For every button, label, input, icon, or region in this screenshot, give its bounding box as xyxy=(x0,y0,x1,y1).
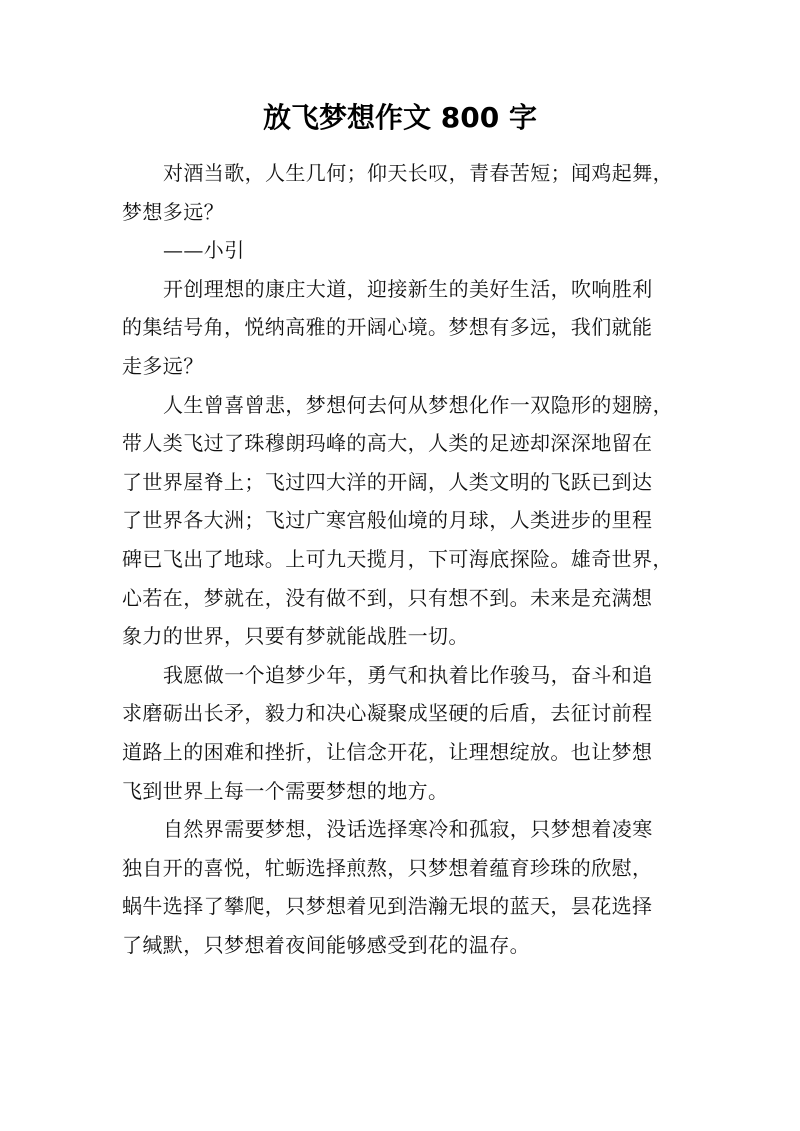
paragraph-line: 蜗牛选择了攀爬，只梦想着见到浩瀚无垠的蓝天，昙花选择 xyxy=(122,894,653,919)
paragraph-line: 对酒当歌，人生几何；仰天长叹，青春苦短；闻鸡起舞， xyxy=(163,161,673,185)
paragraph-4 xyxy=(122,810,682,964)
paragraph-intro xyxy=(122,154,682,231)
paragraph-line: 开创理想的康庄大道，迎接新生的美好生活，吹响胜利 xyxy=(163,276,653,301)
paragraph-attribution xyxy=(122,231,682,270)
paragraph-line: ——小引 xyxy=(163,238,245,263)
paragraph-line: 碑已飞出了地球。上可九天揽月，下可海底探险。雄奇世界， xyxy=(122,546,673,571)
paragraph-line: 人生曾喜曾悲，梦想何去何从梦想化作一双隐形的翅膀， xyxy=(163,392,673,417)
paragraph-line: 了世界屋脊上；飞过四大洋的开阔，人类文明的飞跃已到达 xyxy=(122,469,653,494)
paragraph-line: 梦想多远？ xyxy=(122,199,224,224)
paragraph-line: 心若在，梦就在，没有做不到，只有想不到。未来是充满想 xyxy=(122,585,653,610)
paragraph-line: 道路上的困难和挫折，让信念开花，让理想绽放。也让梦想 xyxy=(122,739,653,764)
document-body xyxy=(122,154,682,964)
paragraph-line: 飞到世界上每一个需要梦想的地方。 xyxy=(122,778,449,803)
paragraph-line: 求磨砺出长矛，毅力和决心凝聚成坚硬的后盾，去征讨前程 xyxy=(122,701,653,726)
paragraph-line: 象力的世界，只要有梦就能战胜一切。 xyxy=(122,624,469,649)
paragraph-line: 自然界需要梦想，没话选择寒冷和孤寂，只梦想着凌寒 xyxy=(163,817,653,842)
paragraph-line: 我愿做一个追梦少年，勇气和执着比作骏马，奋斗和追 xyxy=(163,662,653,687)
paragraph-1 xyxy=(122,270,682,386)
paragraph-line: 带人类飞过了珠穆朗玛峰的高大，人类的足迹却深深地留在 xyxy=(122,431,653,456)
paragraph-line: 的集结号角，悦纳高雅的开阔心境。梦想有多远，我们就能 xyxy=(122,315,653,340)
paragraph-line: 独自开的喜悦，牤蛎选择煎熬，只梦想着蕴育珍珠的欣慰， xyxy=(122,855,653,880)
paragraph-2 xyxy=(122,386,682,656)
paragraph-3 xyxy=(122,656,682,810)
document-title: 放飞梦想作文 800 字 xyxy=(263,101,537,134)
paragraph-line: 了世界各大洲；飞过广寒宫般仙境的月球，人类进步的里程 xyxy=(122,508,653,533)
paragraph-line: 走多远？ xyxy=(122,353,204,378)
paragraph-line: 了缄默，只梦想着夜间能够感受到花的温存。 xyxy=(122,932,530,957)
